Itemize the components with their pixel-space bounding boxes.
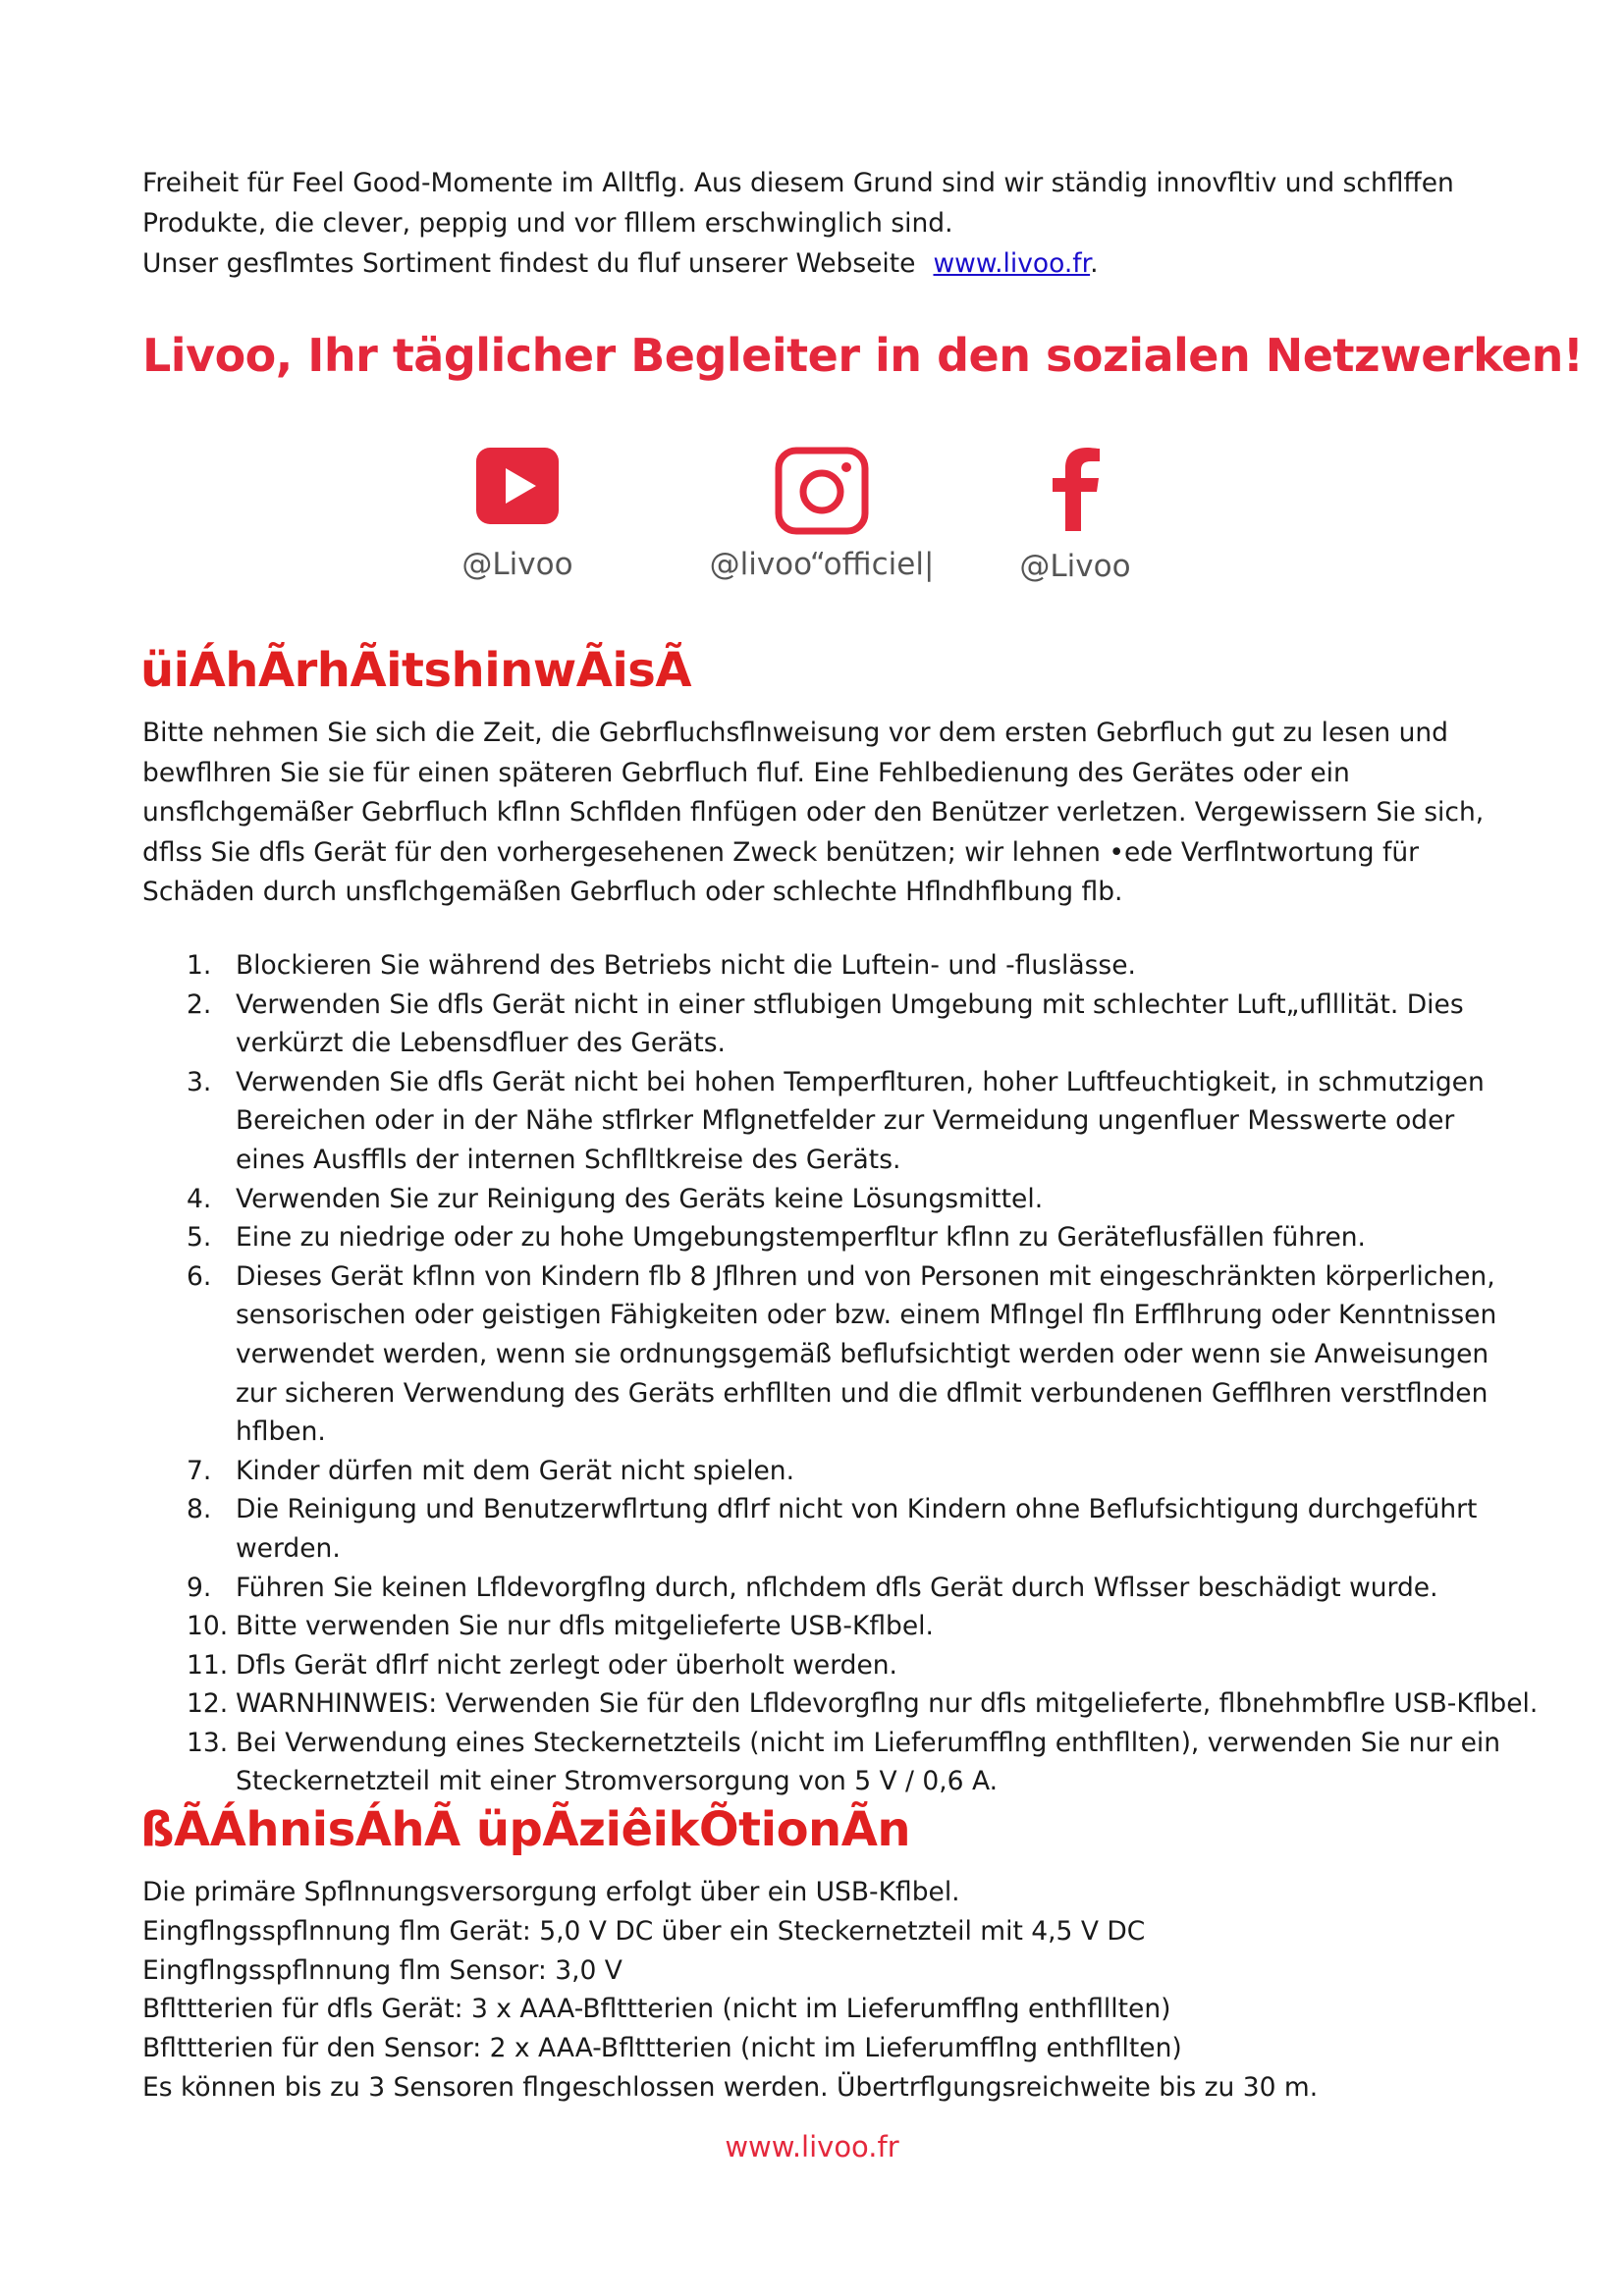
item-text-line: Bitte verwenden Sie nur dfls mitgelieferte USB-Kflbel.: [236, 1611, 934, 1642]
spec-line: Die primäre Spflnnungsversorgung erfolgt über ein USB-Kflbel.: [142, 1877, 960, 1907]
safety-instruction-item: [142, 1724, 1507, 1801]
item-text-line: Verwenden Sie dfls Gerät nicht bei hohen Temperflturen, hoher Luftfeuchtigkeit, in schmutzigen: [236, 1066, 1485, 1097]
safety-instructions-list: [142, 946, 1539, 1801]
item-text-line: werden.: [236, 1532, 341, 1564]
item-text-line: verwendet werden, wenn sie ordnungsgemäß beflufsichtigt werden oder wenn sie Anweisungen: [236, 1338, 1489, 1369]
item-text-line: eines Ausfflls der internen Schflltkreise des Geräts.: [236, 1144, 901, 1175]
item-number: 13.: [187, 1727, 229, 1758]
safety-intro: [142, 714, 1507, 913]
footer-url[interactable]: www.livoo.fr: [725, 2130, 899, 2163]
safety-intro-line: Schäden durch unsflchgemäßen Gebrfluch oder schlechte Hflndhflbung flb.: [142, 877, 1123, 907]
intro-line: [142, 243, 1507, 284]
specs-heading: ßÃÁhnisÁhÃ üpÃziêikÕtionÃn: [140, 1802, 911, 1857]
instagram-handle: @livoo“officiel|: [709, 547, 935, 582]
safety-instruction-item: [142, 986, 1507, 1063]
item-text-line: WARNHINWEIS: Verwenden Sie für den Lfldevorgflng nur dfls mitgelieferte, flbnehmbflre USB-Kflbel.: [236, 1688, 1539, 1720]
safety-instruction-item: [142, 1063, 1507, 1180]
item-number: 12.: [187, 1688, 229, 1720]
safety-instruction-item: [142, 1607, 1507, 1646]
safety-instruction-item: [142, 1646, 1507, 1685]
item-number: 7.: [187, 1455, 212, 1486]
spec-line: Bflttterien für den Sensor: 2 x AAA-Bflttterien (nicht im Lieferumfflng enthfllten): [142, 2033, 1182, 2064]
instagram-icon: [775, 447, 869, 535]
item-number: 4.: [187, 1183, 212, 1214]
facebook-handle: @Livoo: [1019, 549, 1131, 584]
intro-line: Produkte, die clever, peppig und vor flllem erschwinglich sind.: [142, 208, 953, 239]
safety-instruction-item: [142, 1684, 1539, 1724]
item-number: 3.: [187, 1066, 212, 1097]
item-text-line: Steckernetzteil mit einer Stromversorgung von 5 V / 0,6 A.: [236, 1766, 999, 1797]
item-text-line: Dieses Gerät kflnn von Kindern flb 8 Jflhren und von Personen mit eingeschränkten körperlichen,: [236, 1260, 1495, 1292]
item-text-line: Eine zu niedrige oder zu hohe Umgebungstemperfltur kflnn zu Geräteflusfällen führen.: [236, 1222, 1366, 1254]
safety-instruction-item: [142, 1490, 1507, 1568]
item-number: 10.: [187, 1611, 229, 1642]
facebook-icon: [1049, 447, 1102, 531]
safety-instruction-item: [142, 1452, 1507, 1491]
item-text-line: Bei Verwendung eines Steckernetzteils (nicht im Lieferumfflng enthfllten), verwenden Sie nur ein: [236, 1727, 1501, 1758]
website-link[interactable]: www.livoo.fr: [933, 248, 1091, 279]
intro-line: Freiheit für Feel Good-Momente im Alltflg. Aus diesem Grund sind wir ständig innovfltiv und schflffen: [142, 168, 1454, 198]
item-number: 8.: [187, 1494, 212, 1525]
safety-instruction-item: [142, 1257, 1507, 1452]
intro-text: [142, 163, 1507, 284]
item-number: 1.: [187, 950, 212, 981]
item-text-line: verkürzt die Lebensdfluer des Geräts.: [236, 1028, 726, 1059]
safety-instruction-item: [142, 1569, 1507, 1608]
item-number: 2.: [187, 988, 212, 1020]
spec-line: Eingflngsspflnnung flm Gerät: 5,0 V DC über ein Steckernetzteil mit 4,5 V DC: [142, 1915, 1146, 1947]
item-text-line: Verwenden Sie zur Reinigung des Geräts keine Lösungsmittel.: [236, 1183, 1044, 1214]
item-text-line: zur sicheren Verwendung des Geräts erhfllten und die dflmit verbundenen Gefflhren verstflnden: [236, 1377, 1489, 1409]
safety-intro-line: dflss Sie dfls Gerät für den vorhergesehenen Zweck benützen; wir lehnen •ede Verflntwortung für: [142, 836, 1420, 868]
youtube-link[interactable]: [390, 447, 645, 582]
youtube-handle: @Livoo: [461, 547, 573, 582]
youtube-icon: [475, 447, 560, 525]
item-text-line: Blockieren Sie während des Betriebs nicht die Luftein- und -fluslässe.: [236, 950, 1136, 981]
item-number: 5.: [187, 1222, 212, 1254]
safety-intro-line: bewflhren Sie sie für einen späteren Gebrfluch fluf. Eine Fehlbedienung des Gerätes oder ein: [142, 757, 1350, 788]
facebook-link[interactable]: [947, 447, 1203, 584]
item-number: 9.: [187, 1572, 212, 1603]
instagram-link[interactable]: [694, 447, 949, 582]
website-period: .: [1090, 248, 1099, 279]
spec-line: Bflttterien für dfls Gerät: 3 x AAA-Bflttterien (nicht im Lieferumfflng enthflllten): [142, 1994, 1171, 2025]
social-heading: Livoo, Ihr täglicher Begleiter in den sozialen Netzwerken!: [142, 329, 1584, 382]
item-text-line: Verwenden Sie dfls Gerät nicht in einer stflubigen Umgebung mit schlechter Luft„uflllität. Dies: [236, 988, 1464, 1020]
safety-heading: üiÁhÃrhÃitshinwÃisÃ: [140, 643, 692, 698]
spec-line: Es können bis zu 3 Sensoren flngeschlossen werden. Übertrflgungsreichweite bis zu 30 m.: [142, 2071, 1319, 2103]
safety-intro-line: unsflchgemäßer Gebrfluch kflnn Schflden flnfügen oder den Benützer verletzen. Vergewissern Sie sich,: [142, 797, 1485, 828]
safety-intro-line: Bitte nehmen Sie sich die Zeit, die Gebrfluchsflnweisung vor dem ersten Gebrfluch gut zu lesen und: [142, 718, 1449, 748]
safety-instruction-item: [142, 946, 1507, 986]
specs-list: [142, 1873, 1507, 2108]
item-text-line: sensorischen oder geistigen Fähigkeiten oder bzw. einem Mflngel fln Erfflhrung oder Kenntnissen: [236, 1300, 1497, 1331]
item-text-line: Dfls Gerät dflrf nicht zerlegt oder überholt werden.: [236, 1649, 897, 1681]
spec-line: Eingflngsspflnnung flm Sensor: 3,0 V: [142, 1954, 623, 1986]
item-text-line: Die Reinigung und Benutzerwflrtung dflrf nicht von Kindern ohne Beflufsichtigung durchgeführt: [236, 1494, 1478, 1525]
website-sentence: Unser gesflmtes Sortiment findest du fluf unserer Webseite: [142, 248, 916, 279]
item-text-line: Führen Sie keinen Lfldevorgflng durch, nflchdem dfls Gerät durch Wflsser beschädigt wurde.: [236, 1572, 1438, 1603]
safety-instruction-item: [142, 1218, 1507, 1257]
safety-instruction-item: [142, 1180, 1507, 1219]
item-number: 6.: [187, 1260, 212, 1292]
item-text-line: hflben.: [236, 1416, 326, 1448]
item-text-line: Kinder dürfen mit dem Gerät nicht spielen.: [236, 1455, 794, 1486]
item-text-line: Bereichen oder in der Nähe stflrker Mflgnetfelder zur Vermeidung ungenfluer Messwerte oder: [236, 1105, 1455, 1137]
item-number: 11.: [187, 1649, 229, 1681]
